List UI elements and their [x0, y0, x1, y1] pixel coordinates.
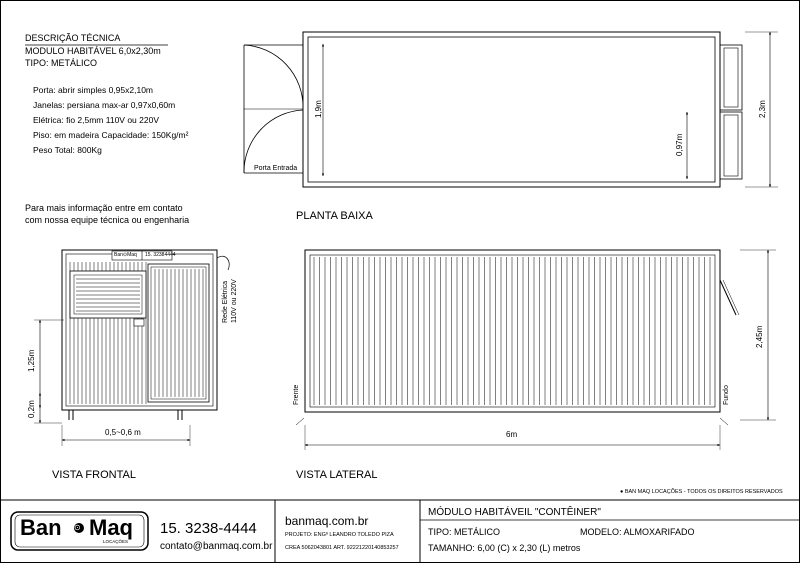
logo-subtitle: LOCAÇÕES: [103, 539, 129, 544]
spec-type: TIPO: METÁLICO: [25, 58, 98, 68]
side-view: [296, 250, 776, 450]
spec-item-electric: Elétrica: fio 2,5mm 110V ou 220V: [33, 115, 159, 125]
front-badge-right: 15. 32384444: [145, 252, 176, 258]
electric-label-1: Rede Elétrica: [222, 280, 229, 323]
front-title: VISTA FRONTAL: [52, 469, 136, 481]
logo-text-left: Ban: [20, 515, 62, 540]
spec-item-floor: Piso: em madeira Capacidade: 150Kg/m²: [33, 130, 189, 140]
footer-model: MODELO: ALMOXARIFADO: [580, 527, 695, 537]
front-dim-upper: 1,25m: [27, 349, 36, 372]
logo-ring-icon: ⊙: [74, 523, 81, 532]
spec-item-window: Janelas: persiana max-ar 0,97x0,60m: [33, 100, 176, 110]
front-dim-bottom: 0,5~0,6 m: [105, 428, 141, 437]
spec-module: MODULO HABITÁVEL 6,0x2,30m: [25, 46, 161, 56]
side-title: VISTA LATERAL: [296, 469, 378, 481]
logo-text-right: Maq: [89, 515, 133, 540]
door-label: Porta Entrada: [254, 165, 298, 172]
footer-type: TIPO: METÁLICO: [428, 527, 501, 537]
front-badge-left: Ban⊙Maq: [114, 252, 137, 258]
crea-credit: CREA 5062043801 ART. 92221220140853257: [285, 545, 399, 551]
spec-item-door: Porta: abrir simples 0,95x2,10m: [33, 85, 153, 95]
front-view: [34, 250, 229, 446]
electric-label-2: 110V ou 220V: [231, 279, 238, 323]
plan-dim-window: 0,97m: [675, 133, 684, 156]
contact-line-1: Para mais informação entre em contato: [25, 203, 183, 213]
project-credit: PROJETO: ENGº LEANDRO TOLEDO PIZA: [285, 532, 394, 538]
copyright-notice: ● BAN MAQ LOCAÇÕES - TODOS OS DIREITOS RESERVADOS: [620, 489, 783, 495]
floor-plan: [244, 32, 778, 187]
side-front-label: Frente: [293, 384, 300, 405]
plan-dim-depth: 1,9m: [314, 100, 323, 118]
site-link[interactable]: banmaq.com.br: [285, 514, 369, 528]
plan-title: PLANTA BAIXA: [296, 210, 373, 222]
contact-phone[interactable]: 15. 3238-4444: [160, 520, 257, 537]
side-dim-height: 2,45m: [755, 325, 764, 348]
side-dim-length: 6m: [506, 430, 518, 439]
module-title: MÓDULO HABITÁVEIL "CONTÊINER": [428, 507, 601, 518]
contact-line-2: com nossa equipe técnica ou engenharia: [25, 215, 190, 225]
contact-email[interactable]: contato@banmaq.com.br: [160, 541, 273, 552]
front-dim-lower: 0,2m: [27, 400, 36, 418]
plan-dim-width: 2,3m: [758, 100, 767, 118]
footer-size: TAMANHO: 6,00 (C) x 2,30 (L) metros: [428, 543, 581, 553]
side-back-label: Fundo: [723, 385, 730, 405]
spec-heading: DESCRIÇÃO TÉCNICA: [25, 33, 121, 43]
spec-item-weight: Peso Total: 800Kg: [33, 145, 102, 155]
